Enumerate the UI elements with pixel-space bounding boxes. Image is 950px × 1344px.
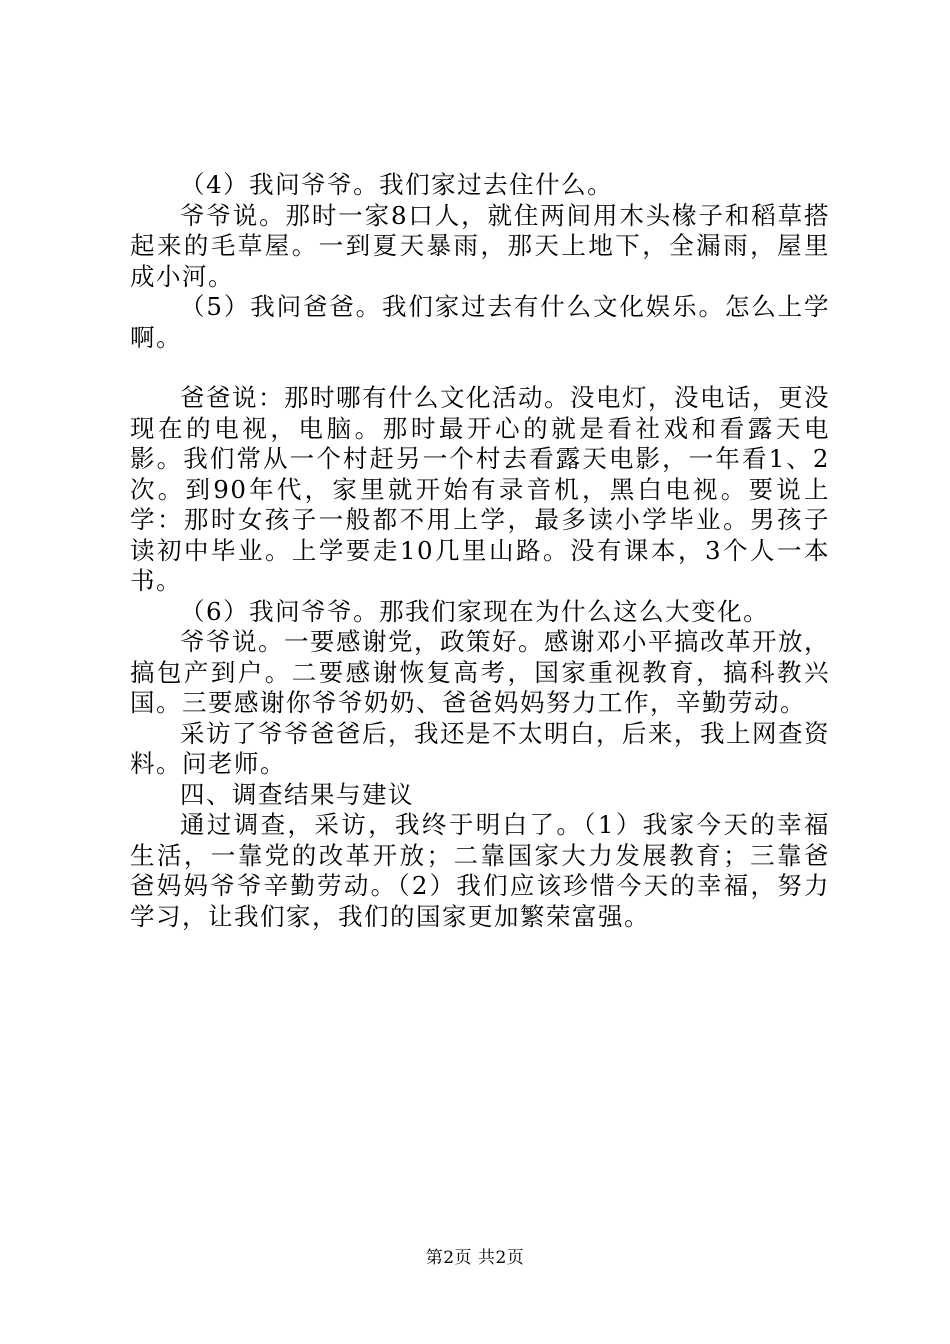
paragraph-after-interview: 采访了爷爷爸爸后，我还是不太明白，后来，我上网查资料。问老师。	[130, 718, 830, 778]
paragraph-question-6: （6）我问爷爷。那我们家现在为什么这么大变化。	[180, 596, 770, 626]
page-number-footer: 第2页 共2页	[425, 1248, 525, 1268]
body-text	[130, 170, 830, 932]
section-heading-results: 四、调查结果与建议	[180, 779, 414, 809]
paragraph-dad-answer-culture: 爸爸说：那时哪有什么文化活动。没电灯，没电话，更没现在的电视，电脑。那时最开心的就是看社戏和看露天电影。我们常从一个村赶另一个村去看露天电影，一年看1、2次。到90年代，家里就开始有录音机，黑白电视。要说上学：那时女孩子一般都不用上学，最多读小学毕业。男孩子读初中毕业。上学要走10几里山路。没有课本，3个人一本书。	[130, 383, 830, 595]
paragraph-conclusion: 通过调查，采访，我终于明白了。（1）我家今天的幸福生活，一靠党的改革开放；二靠国家大力发展教育；三靠爸爸妈妈爷爷辛勤劳动。（2）我们应该珍惜今天的幸福，努力学习，让我们家，我们的国家更加繁荣富强。	[130, 810, 830, 931]
paragraph-grandpa-answer-change: 爷爷说。一要感谢党，政策好。感谢邓小平搞改革开放，搞包产到户。二要感谢恢复高考，国家重视教育，搞科教兴国。三要感谢你爷爷奶奶、爸爸妈妈努力工作，辛勤劳动。	[130, 627, 830, 717]
paragraph-question-5: （5）我问爸爸。我们家过去有什么文化娱乐。怎么上学啊。	[130, 292, 830, 352]
paragraph-question-4: （4）我问爷爷。我们家过去住什么。	[180, 170, 614, 199]
paragraph-grandpa-answer-housing: 爷爷说。那时一家8口人，就住两间用木头椽子和稻草搭起来的毛草屋。一到夏天暴雨，那天上地下，全漏雨，屋里成小河。	[130, 200, 830, 291]
